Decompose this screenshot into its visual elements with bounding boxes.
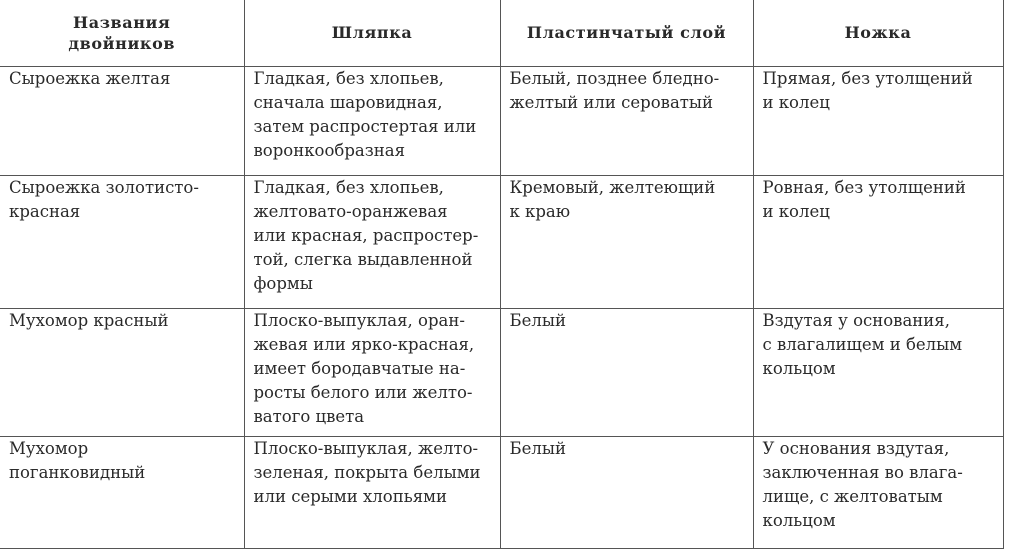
- row-name-cell: Мухомор красный: [0, 308, 244, 436]
- table-body: [0, 66, 1003, 548]
- header-names: Названия двойников: [0, 0, 244, 66]
- row-stem-cell: Ровная, без утолщений и колец: [753, 175, 1003, 308]
- header-stem: Ножка: [753, 0, 1003, 66]
- header-cap: Шляпка: [244, 0, 500, 66]
- row-gills-cell: Белый: [500, 308, 753, 436]
- header-gills: Пластинчатый слой: [500, 0, 753, 66]
- row-gills-cell: Белый, позднее бледно- желтый или сероватый: [500, 66, 753, 175]
- header-row: [0, 0, 1003, 66]
- row-stem-cell: Вздутая у основания, с влагалищем и белым кольцом: [753, 308, 1003, 436]
- row-cap-cell: Гладкая, без хлопьев, желтовато-оранжевая или красная, распростер- той, слегка выдавленной формы: [244, 175, 500, 308]
- row-gills-cell: Кремовый, желтеющий к краю: [500, 175, 753, 308]
- row-name-cell: Сыроежка желтая: [0, 66, 244, 175]
- row-gills-cell: Белый: [500, 436, 753, 548]
- row-stem-cell: Прямая, без утолщений и колец: [753, 66, 1003, 175]
- row-stem-cell: У основания вздутая, заключенная во влага- лище, с желтоватым кольцом: [753, 436, 1003, 548]
- table-row: [0, 308, 1003, 436]
- table-row: [0, 175, 1003, 308]
- row-name-cell: Мухомор поганковидный: [0, 436, 244, 548]
- table-row: [0, 66, 1003, 175]
- table-header: [0, 0, 1003, 66]
- row-name-cell: Сыроежка золотисто- красная: [0, 175, 244, 308]
- row-cap-cell: Гладкая, без хлопьев, сначала шаровидная, затем распростертая или воронкообразная: [244, 66, 500, 175]
- table-row: [0, 436, 1003, 548]
- row-cap-cell: Плоско-выпуклая, оран- жевая или ярко-красная, имеет бородавчатые на- росты белого или желто- ватого цвета: [244, 308, 500, 436]
- row-cap-cell: Плоско-выпуклая, желто- зеленая, покрыта белыми или серыми хлопьями: [244, 436, 500, 548]
